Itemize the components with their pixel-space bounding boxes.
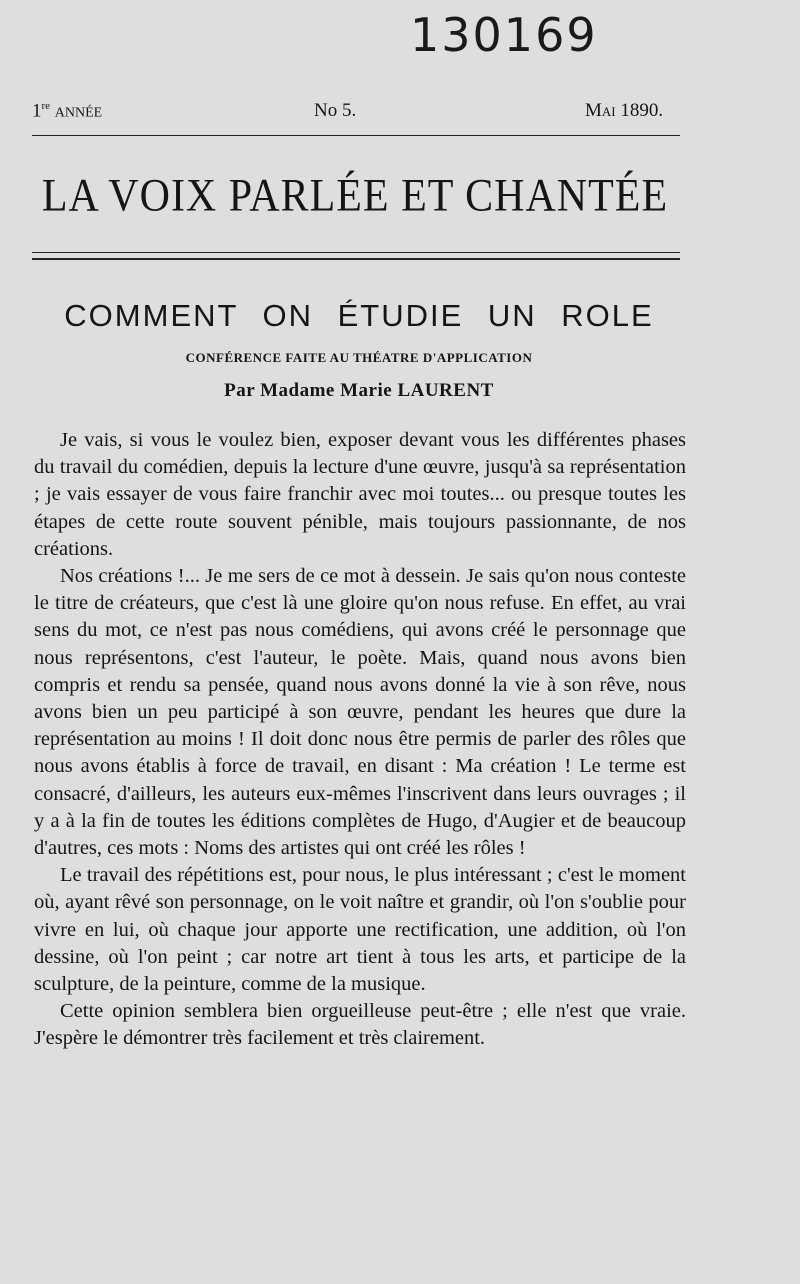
article-body bbox=[34, 427, 686, 1053]
header-issue: No 5. bbox=[314, 100, 357, 121]
header-date: Mai 1890. bbox=[585, 100, 664, 121]
title-rule-bottom bbox=[32, 258, 680, 260]
paragraph: Cette opinion semblera bien orgueilleuse peut-être ; elle n'est que vraie. J'espère le démontrer très facilement et très clairement. bbox=[34, 1000, 686, 1050]
article-title: COMMENT ON ÉTUDIE UN ROLE bbox=[64, 298, 654, 333]
archive-stamp-number: 130169 bbox=[410, 8, 598, 62]
header-year bbox=[32, 100, 102, 122]
year-superscript: re bbox=[41, 100, 51, 112]
title-rule-top bbox=[32, 252, 680, 253]
paragraph: Je vais, si vous le voulez bien, exposer devant vous les différentes phases du travail du comédien, depuis la lecture d'une œuvre, jusqu'à sa représentation ; je vais essayer de vous faire franchir avec moi toutes... ou presque toutes les étapes de cette route souvent pénible, mais toujours passionnante, de nos créations. bbox=[34, 429, 686, 560]
year-number: 1 bbox=[32, 100, 42, 122]
journal-title: LA VOIX PARLÉE ET CHANTÉE bbox=[41, 170, 669, 222]
paragraph: Nos créations !... Je me sers de ce mot à dessein. Je sais qu'on nous conteste le titre de créateurs, que c'est là une gloire qu'on nous refuse. En effet, au vrai sens du mot, ce n'est pas nous comédiens, qui avons créé le personnage que nous représentons, c'est l'auteur, le poète. Mais, quand nous avons bien compris et rendu sa pensée, quand nous avons donné la vie à son rêve, nous avons bien un peu participé à son œuvre, pendant les heures que dure la représentation au moins ! Il doit donc nous être permis de parler des rôles que nous avons établis à force de travail, en disant : Ma création ! Le terme est consacré, d'ailleurs, les auteurs eux-mêmes l'inscrivent dans leurs ouvrages ; il y a à la fin de toutes les éditions complètes de Hugo, d'Augier et de beaucoup d'autres, ces mots : Noms des artistes qui ont créé les rôles ! bbox=[34, 565, 686, 860]
article-byline: Par Madame Marie LAURENT bbox=[224, 380, 494, 401]
article-subtitle: CONFÉRENCE FAITE AU THÉATRE D'APPLICATION bbox=[185, 350, 533, 365]
paragraph: Le travail des répétitions est, pour nous, le plus intéressant ; c'est le moment où, ayant rêvé son personnage, on le voit naître et grandir, où l'on s'oublie pour vivre en lui, où chaque jour apporte une rectification, une addition, où l'on dessine, où l'on peint ; car notre art tient à tous les arts, et participe de la sculpture, de la peinture, comme de la musique. bbox=[34, 864, 686, 996]
header-rule bbox=[32, 135, 680, 136]
year-word: ANNÉE bbox=[54, 105, 103, 121]
